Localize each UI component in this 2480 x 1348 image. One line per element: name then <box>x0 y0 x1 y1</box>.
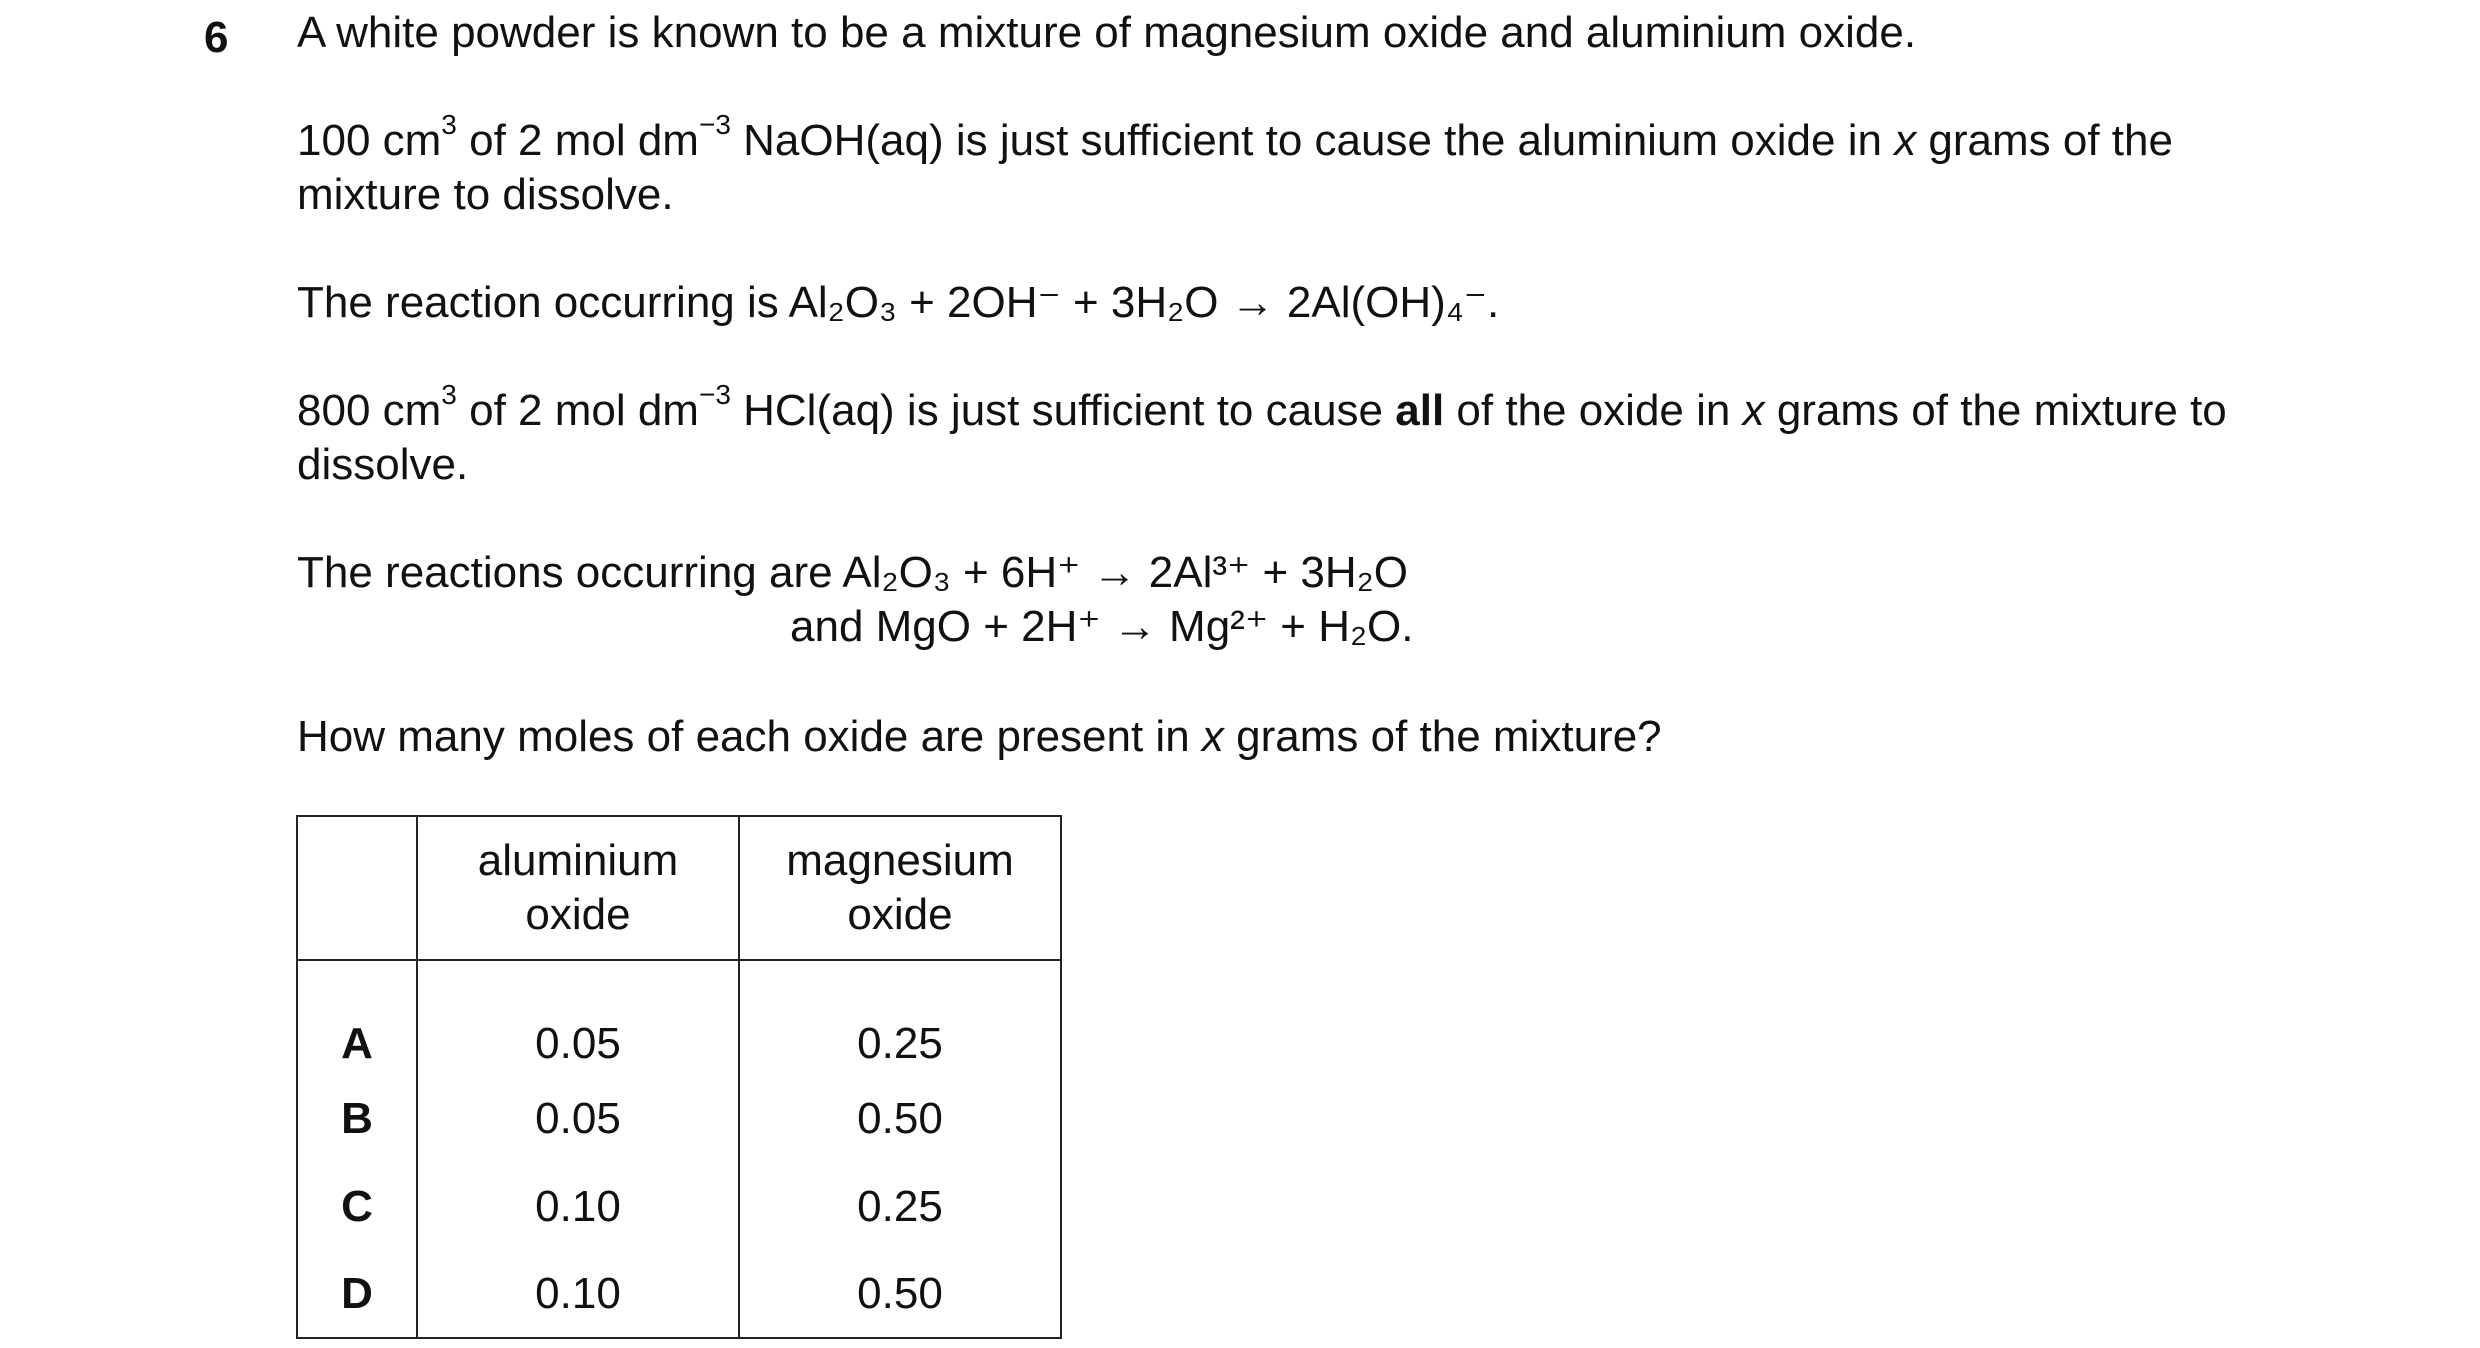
option-letter[interactable]: B <box>297 1075 417 1163</box>
naoh-variable: x <box>1894 116 1917 165</box>
header-mg-line2: oxide <box>847 890 953 939</box>
table-row[interactable] <box>297 1075 1061 1163</box>
option-mg-value: 0.50 <box>739 1075 1061 1163</box>
question-intro: A white powder is known to be a mixture of magnesium oxide and aluminium oxide. <box>297 8 1917 57</box>
option-letter[interactable]: A <box>297 960 417 1075</box>
reaction-2 <box>297 546 2317 600</box>
header-al-line1: aluminium <box>477 836 679 885</box>
prompt-end: grams of the mixture? <box>1223 712 1662 761</box>
reaction-2-prefix: The reactions occurring are <box>297 548 843 597</box>
naoh-concentration: of 2 mol dm <box>456 116 699 165</box>
header-al-line2: oxide <box>525 890 631 939</box>
option-mg-value: 0.25 <box>739 960 1061 1075</box>
prompt-variable: x <box>1201 712 1224 761</box>
naoh-statement <box>297 109 2317 222</box>
prompt-start: How many moles of each oxide are present in <box>297 712 1202 761</box>
hcl-statement <box>297 379 2317 492</box>
naoh-concentration-exponent: −3 <box>698 109 731 140</box>
answer-options-table <box>296 815 1062 1339</box>
option-mg-value: 0.25 <box>739 1163 1061 1251</box>
question-number: 6 <box>204 13 229 62</box>
table-header-magnesium-oxide <box>739 816 1061 960</box>
table-header-blank <box>297 816 417 960</box>
reaction-1 <box>297 276 2317 330</box>
option-letter[interactable]: D <box>297 1251 417 1338</box>
reaction-2-equation-a: Al₂O₃ + 6H⁺ → 2Al³⁺ + 3H₂O <box>842 548 1408 597</box>
table-header-aluminium-oxide <box>417 816 739 960</box>
reaction-1-prefix: The reaction occurring is <box>297 278 789 327</box>
hcl-text-rest: of the oxide in <box>1444 386 1743 435</box>
option-al-value: 0.10 <box>417 1163 739 1251</box>
hcl-text: HCl(aq) is just sufficient to cause <box>730 386 1396 435</box>
reaction-2-equation-b: and MgO + 2H⁺ → Mg²⁺ + H₂O. <box>790 602 1414 651</box>
hcl-emphasis: all <box>1395 386 1445 435</box>
hcl-concentration-exponent: −3 <box>698 379 731 410</box>
option-al-value: 0.10 <box>417 1251 739 1338</box>
hcl-volume-exponent: 3 <box>441 379 457 410</box>
naoh-text-end: grams of the mixture to dissolve. <box>297 116 2173 219</box>
header-mg-line1: magnesium <box>786 836 1014 885</box>
table-row[interactable] <box>297 960 1061 1075</box>
naoh-volume: 100 cm <box>297 116 442 165</box>
hcl-concentration: of 2 mol dm <box>456 386 699 435</box>
hcl-text-end: grams of the mixture to dissolve. <box>297 386 2227 489</box>
table-row[interactable] <box>297 1251 1061 1338</box>
option-al-value: 0.05 <box>417 1075 739 1163</box>
option-letter[interactable]: C <box>297 1163 417 1251</box>
naoh-volume-exponent: 3 <box>441 109 457 140</box>
option-mg-value: 0.50 <box>739 1251 1061 1338</box>
reaction-1-equation: Al₂O₃ + 2OH⁻ + 3H₂O → 2Al(OH)₄⁻. <box>788 278 1500 327</box>
option-al-value: 0.05 <box>417 960 739 1075</box>
hcl-volume: 800 cm <box>297 386 442 435</box>
hcl-variable: x <box>1742 386 1765 435</box>
question-prompt <box>297 710 2317 764</box>
naoh-text: NaOH(aq) is just sufficient to cause the aluminium oxide in <box>730 116 1895 165</box>
table-row[interactable] <box>297 1163 1061 1251</box>
table-header-row <box>297 816 1061 960</box>
